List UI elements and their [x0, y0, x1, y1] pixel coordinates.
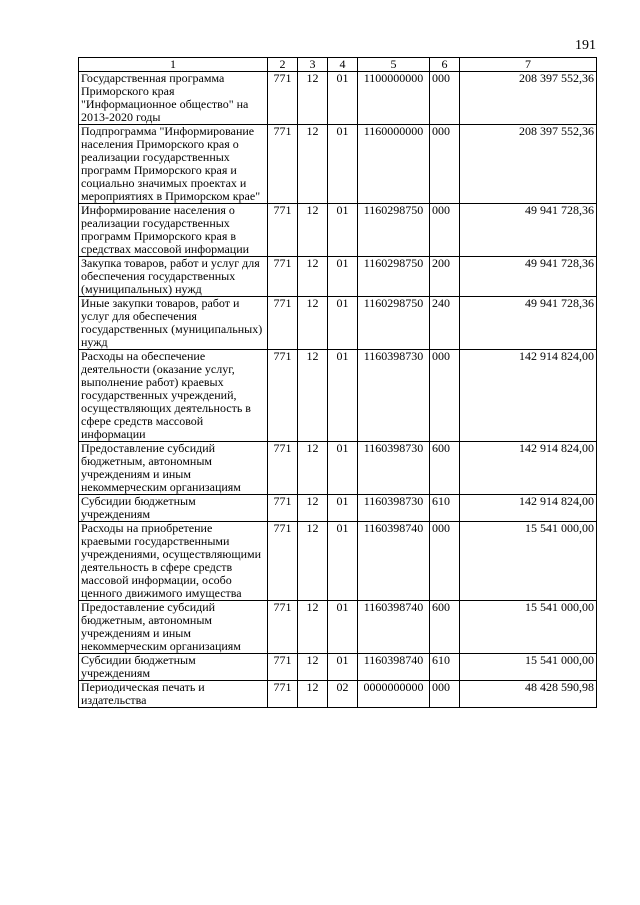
ministry-code: 771 [268, 681, 298, 708]
subsection-code: 01 [328, 522, 358, 601]
ministry-code: 771 [268, 522, 298, 601]
ministry-code: 771 [268, 495, 298, 522]
section-code: 12 [298, 522, 328, 601]
amount: 49 941 728,36 [460, 297, 597, 350]
subsection-code: 01 [328, 654, 358, 681]
section-code: 12 [298, 442, 328, 495]
ministry-code: 771 [268, 125, 298, 204]
target-article-code: 1160398740 [358, 654, 430, 681]
subsection-code: 01 [328, 601, 358, 654]
target-article-code: 1160298750 [358, 204, 430, 257]
amount: 49 941 728,36 [460, 257, 597, 297]
section-code: 12 [298, 654, 328, 681]
section-code: 12 [298, 204, 328, 257]
section-code: 12 [298, 495, 328, 522]
expense-type-code: 200 [430, 257, 460, 297]
table-row [79, 681, 597, 708]
expense-type-code: 240 [430, 297, 460, 350]
ministry-code: 771 [268, 72, 298, 125]
table-row [79, 72, 597, 125]
row-name: Субсидии бюджетным учреждениям [79, 495, 268, 522]
row-name: Расходы на приобретение краевыми государственными учреждениями, осуществляющими деятельность в сфере средств массовой информации, особо ценного движимого имущества [79, 522, 268, 601]
section-code: 12 [298, 350, 328, 442]
target-article-code: 1160398730 [358, 442, 430, 495]
row-name: Субсидии бюджетным учреждениям [79, 654, 268, 681]
column-header: 7 [460, 58, 597, 72]
expense-type-code: 000 [430, 350, 460, 442]
row-name: Государственная программа Приморского края "Информационное общество" на 2013-2020 годы [79, 72, 268, 125]
section-code: 12 [298, 601, 328, 654]
amount: 142 914 824,00 [460, 350, 597, 442]
expense-type-code: 600 [430, 601, 460, 654]
expense-type-code: 000 [430, 125, 460, 204]
ministry-code: 771 [268, 601, 298, 654]
amount: 49 941 728,36 [460, 204, 597, 257]
section-code: 12 [298, 72, 328, 125]
subsection-code: 02 [328, 681, 358, 708]
ministry-code: 771 [268, 442, 298, 495]
table-row [79, 350, 597, 442]
row-name: Предоставление субсидий бюджетным, автономным учреждениям и иным некоммерческим организациям [79, 442, 268, 495]
expense-type-code: 000 [430, 681, 460, 708]
subsection-code: 01 [328, 495, 358, 522]
subsection-code: 01 [328, 257, 358, 297]
expense-type-code: 000 [430, 72, 460, 125]
row-name: Расходы на обеспечение деятельности (оказание услуг, выполнение работ) краевых государственных учреждений, осуществляющих деятельность в сфере средств массовой информации [79, 350, 268, 442]
table-row [79, 654, 597, 681]
subsection-code: 01 [328, 350, 358, 442]
ministry-code: 771 [268, 654, 298, 681]
ministry-code: 771 [268, 350, 298, 442]
ministry-code: 771 [268, 257, 298, 297]
column-header: 3 [298, 58, 328, 72]
amount: 142 914 824,00 [460, 495, 597, 522]
expense-type-code: 000 [430, 204, 460, 257]
target-article-code: 1160298750 [358, 297, 430, 350]
budget-table [78, 57, 597, 708]
amount: 142 914 824,00 [460, 442, 597, 495]
expense-type-code: 610 [430, 495, 460, 522]
row-name: Информирование населения о реализации государственных программ Приморского края в средствах массовой информации [79, 204, 268, 257]
expense-type-code: 610 [430, 654, 460, 681]
column-number-row [79, 58, 597, 72]
expense-type-code: 000 [430, 522, 460, 601]
ministry-code: 771 [268, 204, 298, 257]
amount: 48 428 590,98 [460, 681, 597, 708]
column-header: 1 [79, 58, 268, 72]
target-article-code: 1160398730 [358, 350, 430, 442]
target-article-code: 1160398730 [358, 495, 430, 522]
target-article-code: 1160298750 [358, 257, 430, 297]
ministry-code: 771 [268, 297, 298, 350]
section-code: 12 [298, 125, 328, 204]
section-code: 12 [298, 297, 328, 350]
table-row [79, 601, 597, 654]
section-code: 12 [298, 681, 328, 708]
amount: 208 397 552,36 [460, 72, 597, 125]
row-name: Подпрограмма "Информирование населения Приморского края о реализации государственных программ Приморского края и социально значимых проектах и мероприятиях в Приморском крае" [79, 125, 268, 204]
table-row [79, 297, 597, 350]
row-name: Предоставление субсидий бюджетным, автономным учреждениям и иным некоммерческим организациям [79, 601, 268, 654]
amount: 15 541 000,00 [460, 654, 597, 681]
subsection-code: 01 [328, 125, 358, 204]
row-name: Иные закупки товаров, работ и услуг для обеспечения государственных (муниципальных) нужд [79, 297, 268, 350]
column-header: 6 [430, 58, 460, 72]
row-name: Закупка товаров, работ и услуг для обеспечения государственных (муниципальных) нужд [79, 257, 268, 297]
table-row [79, 257, 597, 297]
target-article-code: 0000000000 [358, 681, 430, 708]
column-header: 5 [358, 58, 430, 72]
amount: 15 541 000,00 [460, 522, 597, 601]
page-number: 191 [575, 38, 596, 53]
table-row [79, 522, 597, 601]
column-header: 4 [328, 58, 358, 72]
subsection-code: 01 [328, 297, 358, 350]
target-article-code: 1100000000 [358, 72, 430, 125]
subsection-code: 01 [328, 204, 358, 257]
table-row [79, 204, 597, 257]
section-code: 12 [298, 257, 328, 297]
subsection-code: 01 [328, 72, 358, 125]
target-article-code: 1160398740 [358, 601, 430, 654]
expense-type-code: 600 [430, 442, 460, 495]
target-article-code: 1160000000 [358, 125, 430, 204]
amount: 208 397 552,36 [460, 125, 597, 204]
table-row [79, 125, 597, 204]
row-name: Периодическая печать и издательства [79, 681, 268, 708]
table-row [79, 495, 597, 522]
subsection-code: 01 [328, 442, 358, 495]
column-header: 2 [268, 58, 298, 72]
table-row [79, 442, 597, 495]
amount: 15 541 000,00 [460, 601, 597, 654]
target-article-code: 1160398740 [358, 522, 430, 601]
